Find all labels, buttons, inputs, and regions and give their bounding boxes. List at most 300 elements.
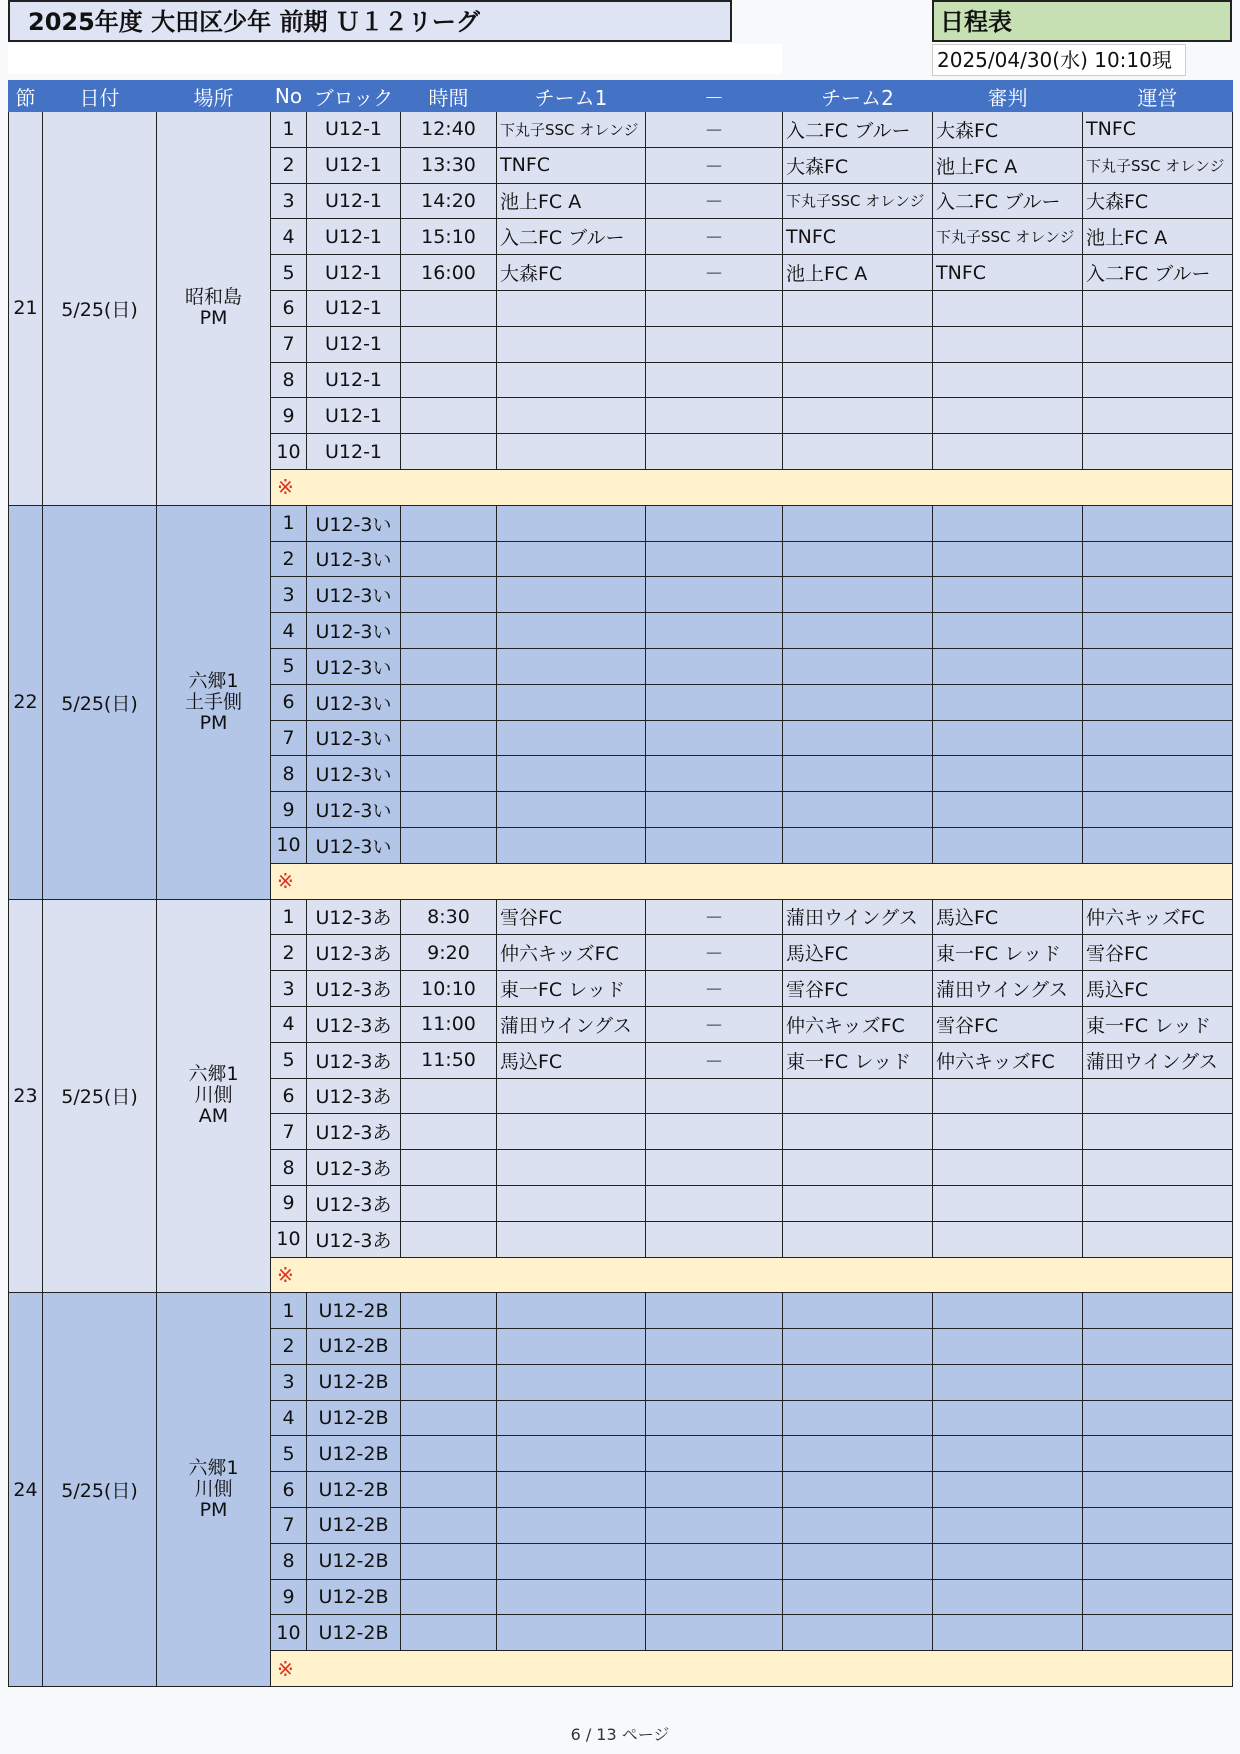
no-cell: 5 [271,648,307,684]
block-cell: U12-1 [307,219,401,255]
no-cell: 9 [271,792,307,828]
operation-cell [1083,290,1233,326]
block-cell: U12-3い [307,720,401,756]
col-date: 日付 [43,81,157,112]
referee-cell: 下丸子SSC オレンジ [933,219,1083,255]
separator-cell [646,577,783,613]
operation-cell [1083,648,1233,684]
no-cell: 6 [271,290,307,326]
referee-cell: 仲六キッズFC [933,1042,1083,1078]
separator-cell [646,1364,783,1400]
team2-cell: TNFC [783,219,933,255]
separator-cell [646,1114,783,1150]
no-cell: 4 [271,219,307,255]
team2-cell [783,684,933,720]
no-cell: 10 [271,434,307,470]
separator-cell [646,1508,783,1544]
team1-cell [497,290,646,326]
separator-cell [646,1293,783,1329]
team1-cell: 蒲田ウイングス [497,1006,646,1042]
date-cell: 5/25(日) [43,505,157,899]
timestamp: 2025/04/30(水) 10:10現 [932,44,1186,76]
operation-cell [1083,362,1233,398]
header-spacer [8,44,782,74]
no-cell: 6 [271,1078,307,1114]
team1-cell [497,505,646,541]
referee-cell: 大森FC [933,112,1083,148]
team1-cell [497,1472,646,1508]
team2-cell [783,541,933,577]
block-cell: U12-3あ [307,1221,401,1257]
time-cell: 15:10 [401,219,497,255]
operation-cell [1083,505,1233,541]
time-cell [401,1400,497,1436]
referee-cell [933,1329,1083,1365]
referee-cell: 蒲田ウイングス [933,971,1083,1007]
no-cell: 2 [271,147,307,183]
no-cell: 7 [271,326,307,362]
time-cell: 16:00 [401,255,497,291]
time-cell: 14:20 [401,183,497,219]
block-cell: U12-2B [307,1436,401,1472]
referee-cell [933,362,1083,398]
referee-cell [933,505,1083,541]
block-cell: U12-3あ [307,935,401,971]
team2-cell [783,1579,933,1615]
team2-cell [783,1472,933,1508]
operation-cell [1083,756,1233,792]
time-cell [401,434,497,470]
time-cell [401,1293,497,1329]
no-cell: 4 [271,1006,307,1042]
time-cell [401,1329,497,1365]
team2-cell: 仲六キッズFC [783,1006,933,1042]
no-cell: 5 [271,1042,307,1078]
separator-cell [646,756,783,792]
no-cell: 6 [271,684,307,720]
team2-cell [783,1543,933,1579]
no-cell: 7 [271,1508,307,1544]
table-header-row [9,81,1233,112]
team2-cell: 東一FC レッド [783,1042,933,1078]
team2-cell: 蒲田ウイングス [783,899,933,935]
team2-cell [783,648,933,684]
separator-cell [646,1400,783,1436]
team1-cell [497,541,646,577]
referee-cell: 池上FC A [933,147,1083,183]
schedule-body [9,112,1233,1687]
block-cell: U12-3あ [307,1042,401,1078]
time-cell [401,398,497,434]
referee-cell [933,1185,1083,1221]
setsu-cell: 24 [9,1293,43,1687]
time-cell [401,1114,497,1150]
place-line: 昭和島 [184,286,242,309]
team1-cell: 東一FC レッド [497,971,646,1007]
block-cell: U12-2B [307,1543,401,1579]
team1-cell [497,1508,646,1544]
team2-cell: 雪谷FC [783,971,933,1007]
table-row [9,505,1233,541]
place-line: 川側 [194,1084,233,1107]
operation-cell [1083,1615,1233,1651]
block-cell: U12-1 [307,398,401,434]
time-cell [401,648,497,684]
no-cell: 3 [271,971,307,1007]
separator-cell [646,434,783,470]
team2-cell [783,1615,933,1651]
col-setsu: 節 [9,81,43,112]
team2-cell [783,326,933,362]
team1-cell [497,827,646,863]
team1-cell [497,613,646,649]
place-line: 土手側 [184,690,242,713]
referee-cell [933,1364,1083,1400]
referee-cell [933,1150,1083,1186]
team2-cell [783,505,933,541]
block-cell: U12-3い [307,827,401,863]
place-cell [157,1293,271,1687]
operation-cell: TNFC [1083,112,1233,148]
time-cell [401,577,497,613]
operation-cell [1083,577,1233,613]
operation-cell [1083,1150,1233,1186]
no-cell: 4 [271,613,307,649]
team1-cell [497,1078,646,1114]
time-cell: 11:50 [401,1042,497,1078]
note-cell: ※ [271,469,1233,505]
team1-cell: 馬込FC [497,1042,646,1078]
no-cell: 7 [271,1114,307,1150]
no-cell: 1 [271,505,307,541]
operation-cell [1083,434,1233,470]
page-number: 6 / 13 ページ [570,1725,670,1744]
time-cell [401,684,497,720]
operation-cell: 大森FC [1083,183,1233,219]
block-cell: U12-1 [307,362,401,398]
no-cell: 3 [271,1364,307,1400]
separator-cell [646,1543,783,1579]
block-cell: U12-3あ [307,971,401,1007]
operation-cell [1083,1543,1233,1579]
referee-cell [933,434,1083,470]
team2-cell [783,1185,933,1221]
block-cell: U12-3あ [307,1114,401,1150]
separator-cell [646,684,783,720]
no-cell: 9 [271,1579,307,1615]
time-cell [401,1185,497,1221]
note-cell: ※ [271,1651,1233,1687]
block-cell: U12-1 [307,147,401,183]
referee-cell [933,1472,1083,1508]
no-cell: 8 [271,1150,307,1186]
team1-cell: 大森FC [497,255,646,291]
referee-cell [933,827,1083,863]
referee-cell [933,792,1083,828]
referee-cell [933,1114,1083,1150]
place-line: PM [199,1499,228,1522]
no-cell: 5 [271,255,307,291]
time-cell: 8:30 [401,899,497,935]
separator-cell [646,398,783,434]
team2-cell [783,1150,933,1186]
setsu-cell: 23 [9,899,43,1293]
team2-cell [783,1400,933,1436]
separator-cell [646,1078,783,1114]
table-row [9,899,1233,935]
no-cell: 7 [271,720,307,756]
time-cell [401,362,497,398]
team1-cell [497,326,646,362]
referee-cell [933,290,1083,326]
team2-cell [783,1221,933,1257]
block-cell: U12-2B [307,1472,401,1508]
note-cell: ※ [271,1257,1233,1293]
no-cell: 10 [271,827,307,863]
team1-cell: 仲六キッズFC [497,935,646,971]
block-cell: U12-3い [307,541,401,577]
referee-cell [933,1436,1083,1472]
block-cell: U12-3あ [307,1185,401,1221]
time-cell [401,1543,497,1579]
operation-cell [1083,398,1233,434]
team2-cell [783,792,933,828]
block-cell: U12-1 [307,112,401,148]
place-line: AM [198,1105,229,1128]
separator-cell: － [646,1042,783,1078]
team2-cell [783,577,933,613]
separator-cell [646,1436,783,1472]
block-cell: U12-2B [307,1400,401,1436]
time-cell [401,1150,497,1186]
no-cell: 8 [271,756,307,792]
block-cell: U12-3い [307,684,401,720]
col-block: ブロック [307,81,401,112]
team2-cell [783,1114,933,1150]
referee-cell [933,1078,1083,1114]
block-cell: U12-2B [307,1579,401,1615]
team1-cell [497,577,646,613]
operation-cell [1083,1508,1233,1544]
team1-cell: 下丸子SSC オレンジ [497,112,646,148]
block-cell: U12-3い [307,613,401,649]
time-cell [401,1615,497,1651]
no-cell: 1 [271,899,307,935]
team1-cell [497,1221,646,1257]
separator-cell [646,792,783,828]
time-cell: 12:40 [401,112,497,148]
no-cell: 1 [271,112,307,148]
time-cell [401,1472,497,1508]
referee-cell [933,648,1083,684]
operation-cell [1083,720,1233,756]
operation-cell [1083,1329,1233,1365]
team1-cell [497,684,646,720]
no-cell: 8 [271,1543,307,1579]
separator-cell: － [646,147,783,183]
team2-cell [783,720,933,756]
referee-cell [933,720,1083,756]
team2-cell [783,1293,933,1329]
no-cell: 9 [271,398,307,434]
col-time: 時間 [401,81,497,112]
team1-cell [497,792,646,828]
separator-cell [646,290,783,326]
operation-cell: 下丸子SSC オレンジ [1083,147,1233,183]
no-cell: 2 [271,541,307,577]
referee-cell [933,398,1083,434]
time-cell [401,290,497,326]
separator-cell: － [646,112,783,148]
operation-cell [1083,541,1233,577]
operation-cell [1083,684,1233,720]
col-place: 場所 [157,81,271,112]
referee-cell: TNFC [933,255,1083,291]
team1-cell [497,756,646,792]
place-line: 六郷1 [188,1063,239,1086]
separator-cell: － [646,935,783,971]
table-row [9,1293,1233,1329]
team1-cell: 雪谷FC [497,899,646,935]
table-row [9,112,1233,148]
team2-cell [783,613,933,649]
team2-cell [783,398,933,434]
separator-cell [646,326,783,362]
team1-cell [497,648,646,684]
operation-cell [1083,792,1233,828]
team2-cell [783,362,933,398]
operation-cell [1083,326,1233,362]
operation-cell: 池上FC A [1083,219,1233,255]
team1-cell [497,1329,646,1365]
operation-cell: 入二FC ブルー [1083,255,1233,291]
operation-cell [1083,827,1233,863]
team2-cell [783,1508,933,1544]
place-cell [157,505,271,899]
col-separator: － [646,81,783,112]
separator-cell [646,362,783,398]
no-cell: 2 [271,935,307,971]
separator-cell: － [646,183,783,219]
block-cell: U12-3い [307,792,401,828]
referee-cell [933,1293,1083,1329]
schedule-table [8,80,1233,1687]
no-cell: 6 [271,1472,307,1508]
time-cell [401,792,497,828]
block-cell: U12-2B [307,1615,401,1651]
team1-cell [497,1579,646,1615]
time-cell [401,505,497,541]
place-cell [157,899,271,1293]
place-line: 六郷1 [188,1457,239,1480]
team2-cell [783,1329,933,1365]
team1-cell: 入二FC ブルー [497,219,646,255]
date-cell: 5/25(日) [43,1293,157,1687]
time-cell [401,1436,497,1472]
operation-cell [1083,1400,1233,1436]
time-cell: 10:10 [401,971,497,1007]
no-cell: 3 [271,183,307,219]
team1-cell [497,1150,646,1186]
place-cell [157,112,271,506]
no-cell: 9 [271,1185,307,1221]
operation-cell: 仲六キッズFC [1083,899,1233,935]
block-cell: U12-3あ [307,1078,401,1114]
no-cell: 2 [271,1329,307,1365]
team1-cell [497,1364,646,1400]
place-line: 川側 [194,1478,233,1501]
schedule-label: 日程表 [932,0,1232,42]
no-cell: 8 [271,362,307,398]
time-cell [401,756,497,792]
date-cell: 5/25(日) [43,112,157,506]
place-line: PM [199,711,228,734]
operation-cell [1083,1364,1233,1400]
referee-cell [933,684,1083,720]
time-cell [401,720,497,756]
col-no: No [271,81,307,112]
team2-cell: 馬込FC [783,935,933,971]
no-cell: 10 [271,1221,307,1257]
date-cell: 5/25(日) [43,899,157,1293]
block-cell: U12-3あ [307,1006,401,1042]
referee-cell: 東一FC レッド [933,935,1083,971]
block-cell: U12-3い [307,505,401,541]
team2-cell: 大森FC [783,147,933,183]
time-cell: 13:30 [401,147,497,183]
block-cell: U12-2B [307,1329,401,1365]
setsu-cell: 21 [9,112,43,506]
place-line: PM [199,307,228,330]
time-cell [401,1364,497,1400]
operation-cell [1083,1221,1233,1257]
team1-cell [497,1293,646,1329]
team1-cell [497,434,646,470]
operation-cell [1083,1293,1233,1329]
team2-cell [783,290,933,326]
col-team1: チーム1 [497,81,646,112]
block-cell: U12-1 [307,183,401,219]
referee-cell [933,1579,1083,1615]
time-cell [401,1078,497,1114]
block-cell: U12-1 [307,290,401,326]
separator-cell: － [646,1006,783,1042]
team1-cell [497,1400,646,1436]
operation-cell [1083,613,1233,649]
operation-cell [1083,1185,1233,1221]
time-cell [401,541,497,577]
time-cell [401,827,497,863]
separator-cell [646,1579,783,1615]
team1-cell [497,1436,646,1472]
referee-cell [933,577,1083,613]
team1-cell [497,1615,646,1651]
separator-cell [646,1221,783,1257]
separator-cell [646,505,783,541]
team2-cell: 入二FC ブルー [783,112,933,148]
block-cell: U12-3い [307,648,401,684]
block-cell: U12-2B [307,1293,401,1329]
referee-cell [933,1615,1083,1651]
block-cell: U12-3い [307,577,401,613]
team2-cell [783,756,933,792]
block-cell: U12-2B [307,1364,401,1400]
referee-cell [933,1543,1083,1579]
referee-cell [933,1400,1083,1436]
operation-cell: 馬込FC [1083,971,1233,1007]
no-cell: 4 [271,1400,307,1436]
time-cell: 11:00 [401,1006,497,1042]
